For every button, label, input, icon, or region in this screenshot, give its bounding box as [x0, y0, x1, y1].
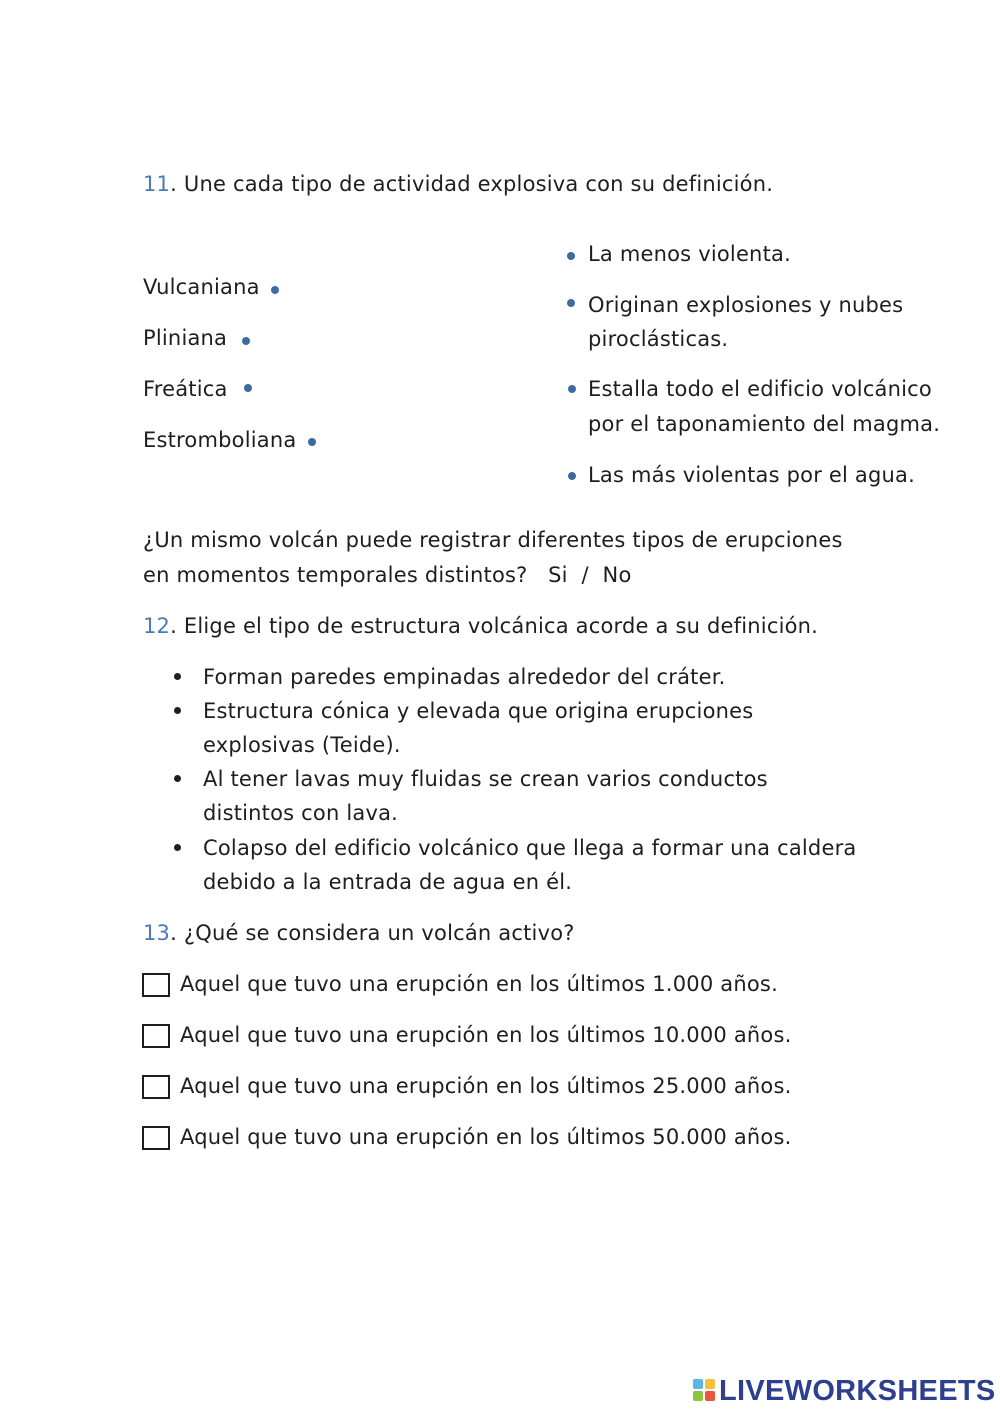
- q12-bullet-4-line2[interactable]: debido a la entrada de agua en él.: [203, 870, 573, 894]
- bullet-dot: [174, 775, 181, 782]
- match-dot-right-3[interactable]: [568, 385, 576, 393]
- q11-question-text: en momentos temporales distintos?: [143, 563, 528, 587]
- match-right-4: Las más violentas por el agua.: [588, 463, 915, 487]
- q12-bullet-1[interactable]: Forman paredes empinadas alrededor del cráter.: [203, 665, 726, 689]
- q12-bullet-3-line1[interactable]: Al tener lavas muy fluidas se crean varios conductos: [203, 767, 768, 791]
- match-left-freatica: Freática: [143, 377, 228, 401]
- option-10000-label: Aquel que tuvo una erupción en los últimos 10.000 años.: [180, 1023, 792, 1047]
- checkbox-10000[interactable]: [142, 1024, 170, 1048]
- q11-heading: [143, 167, 773, 201]
- q11-text: . Une cada tipo de actividad explosiva con su definición.: [170, 172, 774, 196]
- option-25000-label: Aquel que tuvo una erupción en los últimos 25.000 años.: [180, 1074, 792, 1098]
- q12-heading: [143, 609, 818, 643]
- match-left-pliniana: Pliniana: [143, 326, 228, 350]
- q11-number: 11: [143, 172, 171, 196]
- bullet-dot: [174, 844, 181, 851]
- q13-number: 13: [143, 921, 171, 945]
- match-dot-right-2[interactable]: [567, 299, 575, 307]
- match-dot-left-estromboliana[interactable]: [308, 438, 316, 446]
- liveworksheets-logo-icon: [693, 1379, 717, 1403]
- match-right-3-line1: Estalla todo el edificio volcánico: [588, 377, 932, 401]
- match-dot-left-pliniana[interactable]: [242, 337, 250, 345]
- bullet-dot: [174, 673, 181, 680]
- match-right-2-line2: piroclásticas.: [588, 327, 729, 351]
- option-si[interactable]: Si: [548, 563, 568, 587]
- q12-bullet-2-line1[interactable]: Estructura cónica y elevada que origina erupciones: [203, 699, 754, 723]
- q11-question-line2: [143, 558, 632, 592]
- checkbox-1000[interactable]: [142, 973, 170, 997]
- option-no[interactable]: No: [602, 563, 632, 587]
- match-right-3-line2: por el taponamiento del magma.: [588, 412, 941, 436]
- logo-text: LIVEWORKSHEETS: [719, 1375, 996, 1407]
- checkbox-50000[interactable]: [142, 1126, 170, 1150]
- match-right-1: La menos violenta.: [588, 242, 791, 266]
- option-1000-label: Aquel que tuvo una erupción en los últimos 1.000 años.: [180, 972, 778, 996]
- checkbox-25000[interactable]: [142, 1075, 170, 1099]
- option-separator: /: [581, 563, 589, 587]
- match-dot-right-1[interactable]: [567, 252, 575, 260]
- q12-bullet-2-line2[interactable]: explosivas (Teide).: [203, 733, 401, 757]
- match-left-estromboliana: Estromboliana: [143, 428, 297, 452]
- bullet-dot: [174, 707, 181, 714]
- match-dot-left-freatica[interactable]: [244, 384, 252, 392]
- match-right-2-line1: Originan explosiones y nubes: [588, 293, 904, 317]
- liveworksheets-logo: [693, 1374, 996, 1408]
- q12-bullet-3-line2[interactable]: distintos con lava.: [203, 801, 399, 825]
- q12-text: . Elige el tipo de estructura volcánica acorde a su definición.: [170, 614, 819, 638]
- q13-text: . ¿Qué se considera un volcán activo?: [170, 921, 575, 945]
- match-left-vulcaniana: Vulcaniana: [143, 275, 260, 299]
- match-dot-right-4[interactable]: [568, 472, 576, 480]
- match-dot-left-vulcaniana[interactable]: [271, 286, 279, 294]
- q11-question-line1: ¿Un mismo volcán puede registrar diferentes tipos de erupciones: [143, 528, 843, 552]
- option-50000-label: Aquel que tuvo una erupción en los últimos 50.000 años.: [180, 1125, 792, 1149]
- q12-number: 12: [143, 614, 171, 638]
- q13-heading: [143, 916, 575, 950]
- q12-bullet-4-line1[interactable]: Colapso del edificio volcánico que llega a formar una caldera: [203, 836, 857, 860]
